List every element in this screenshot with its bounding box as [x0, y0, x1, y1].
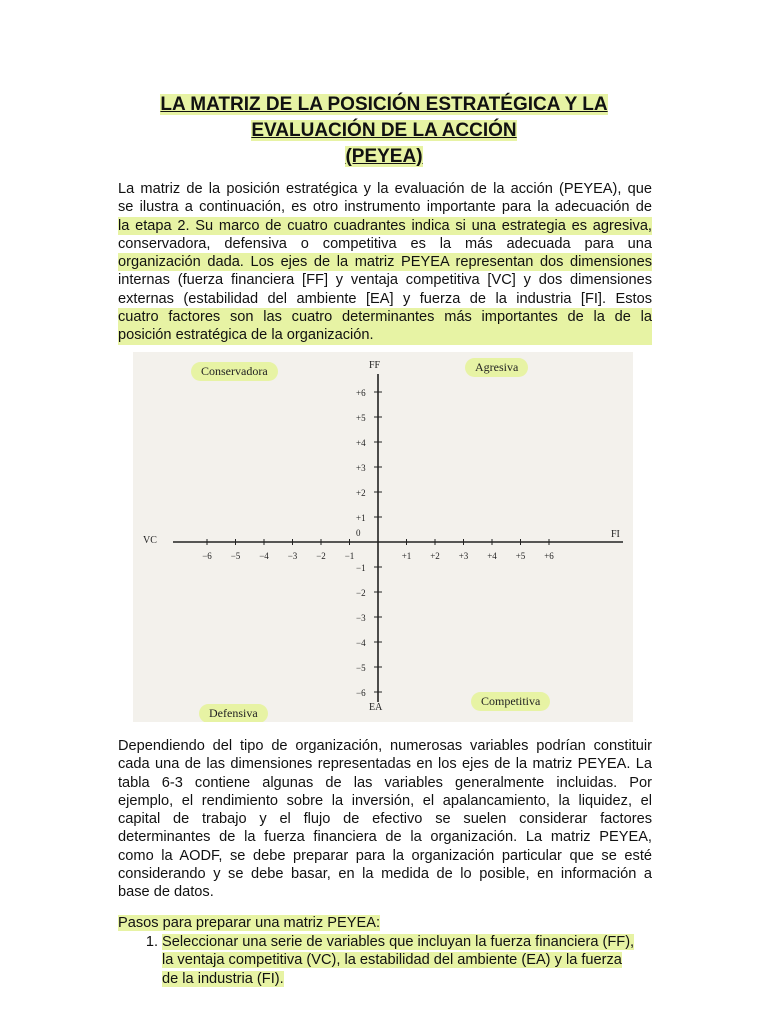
- axis-fi-label: FI: [611, 529, 620, 540]
- quadrant-conservadora-label: Conservadora: [191, 362, 278, 381]
- paragraph-line: tabla 6-3 contiene algunas de las variables generalmente incluidas. Por: [118, 774, 652, 791]
- quadrant-defensiva-label: Defensiva: [199, 704, 268, 722]
- body-paragraph: [118, 737, 652, 902]
- y-tick-label: +3: [356, 463, 366, 473]
- y-tick-label: +4: [356, 438, 366, 448]
- x-tick-label: −6: [202, 551, 212, 561]
- y-tick-label: −1: [356, 563, 366, 573]
- title-line-3: (PEYEA): [345, 146, 423, 167]
- x-tick-label: +1: [401, 551, 412, 561]
- paragraph-line: cada una de las dimensiones representadas en los ejes de la matriz PEYEA. La: [118, 756, 652, 773]
- step-body: [162, 933, 652, 988]
- axis-vc-label: VC: [143, 535, 157, 546]
- x-tick-label: −3: [287, 551, 298, 561]
- title-line-2: EVALUACIÓN DE LA ACCIÓN: [251, 120, 517, 141]
- y-tick-label: −6: [356, 688, 366, 698]
- intro-paragraph: [118, 180, 652, 345]
- x-tick-label: +2: [430, 551, 440, 561]
- paragraph-line: organización dada. Los ejes de la matriz PEYEA representan dos dimensiones: [118, 254, 652, 271]
- axis-ea-label: EA: [369, 702, 383, 713]
- paragraph-line: cuatro factores son las cuatro determinantes más importantes de la de la: [118, 309, 652, 326]
- steps-heading: [118, 914, 380, 932]
- paragraph-line: determinantes de la fuerza financiera de la organización. La matriz PEYEA,: [118, 829, 652, 846]
- step-line: Seleccionar una serie de variables que incluyan la fuerza financiera (FF),: [162, 934, 635, 950]
- paragraph-line: capital de trabajo y el flujo de efectivo se suelen considerar factores: [118, 811, 652, 828]
- steps-heading-text: Pasos para preparar una matriz PEYEA:: [118, 915, 381, 931]
- x-tick-label: +6: [544, 551, 554, 561]
- paragraph-line: ejemplo, el rendimiento sobre la inversión, el apalancamiento, la liquidez, el: [118, 792, 652, 809]
- x-tick-label: −5: [230, 551, 241, 561]
- y-tick-label: +5: [356, 413, 366, 423]
- paragraph-line: conservadora, defensiva o competitiva es la más adecuada para una: [118, 235, 652, 252]
- y-tick-label: +6: [356, 388, 366, 398]
- x-tick-label: +5: [515, 551, 526, 561]
- x-tick-label: −1: [344, 551, 355, 561]
- peyea-axes: [133, 352, 633, 722]
- y-tick-label: −4: [356, 638, 366, 648]
- y-tick-label: −3: [356, 613, 366, 623]
- quadrant-competitiva-label: Competitiva: [471, 692, 550, 711]
- step-line: de la industria (FI).: [162, 970, 284, 987]
- step-line: la ventaja competitiva (VC), la estabilidad del ambiente (EA) y la fuerza: [162, 952, 622, 969]
- paragraph-line: internas (fuerza financiera [FF] y ventaja competitiva [VC] y dos dimensiones: [118, 272, 652, 289]
- step-number: 1.: [145, 934, 158, 950]
- y-tick-label: −5: [356, 663, 366, 673]
- y-tick-label: +2: [356, 488, 366, 498]
- paragraph-line: externas (estabilidad del ambiente [EA] y fuerza de la industria [FI]. Estos: [118, 290, 652, 307]
- peyea-matrix-figure: [133, 352, 633, 722]
- paragraph-line: como la AODF, se debe preparar para la organización particular que se esté: [118, 847, 652, 864]
- y-tick-label: +1: [356, 513, 366, 523]
- x-tick-label: −2: [316, 551, 326, 561]
- paragraph-line: La matriz de la posición estratégica y la evaluación de la acción (PEYEA), que: [118, 181, 652, 197]
- y-tick-label: 0: [356, 528, 361, 538]
- paragraph-line: base de datos.: [118, 884, 214, 901]
- paragraph-line: considerando y se debe basar, en la medida de lo posible, en información a: [118, 866, 652, 883]
- paragraph-line: Dependiendo del tipo de organización, numerosas variables podrían constituir: [118, 738, 652, 754]
- paragraph-line: posición estratégica de la organización.: [118, 326, 652, 344]
- y-tick-label: −2: [356, 588, 366, 598]
- quadrant-agresiva-label: Agresiva: [465, 358, 528, 377]
- title-line-1: LA MATRIZ DE LA POSICIÓN ESTRATÉGICA Y LA: [160, 94, 608, 115]
- x-tick-label: −4: [259, 551, 269, 561]
- paragraph-line: la etapa 2. Su marco de cuatro cuadrantes indica si una estrategia es agresiva,: [118, 217, 652, 234]
- axis-ff-label: FF: [369, 360, 381, 371]
- paragraph-line: se ilustra a continuación, es otro instrumento importante para la adecuación de: [118, 199, 652, 216]
- x-tick-label: +4: [487, 551, 497, 561]
- page-title: [120, 92, 648, 170]
- x-tick-label: +3: [458, 551, 469, 561]
